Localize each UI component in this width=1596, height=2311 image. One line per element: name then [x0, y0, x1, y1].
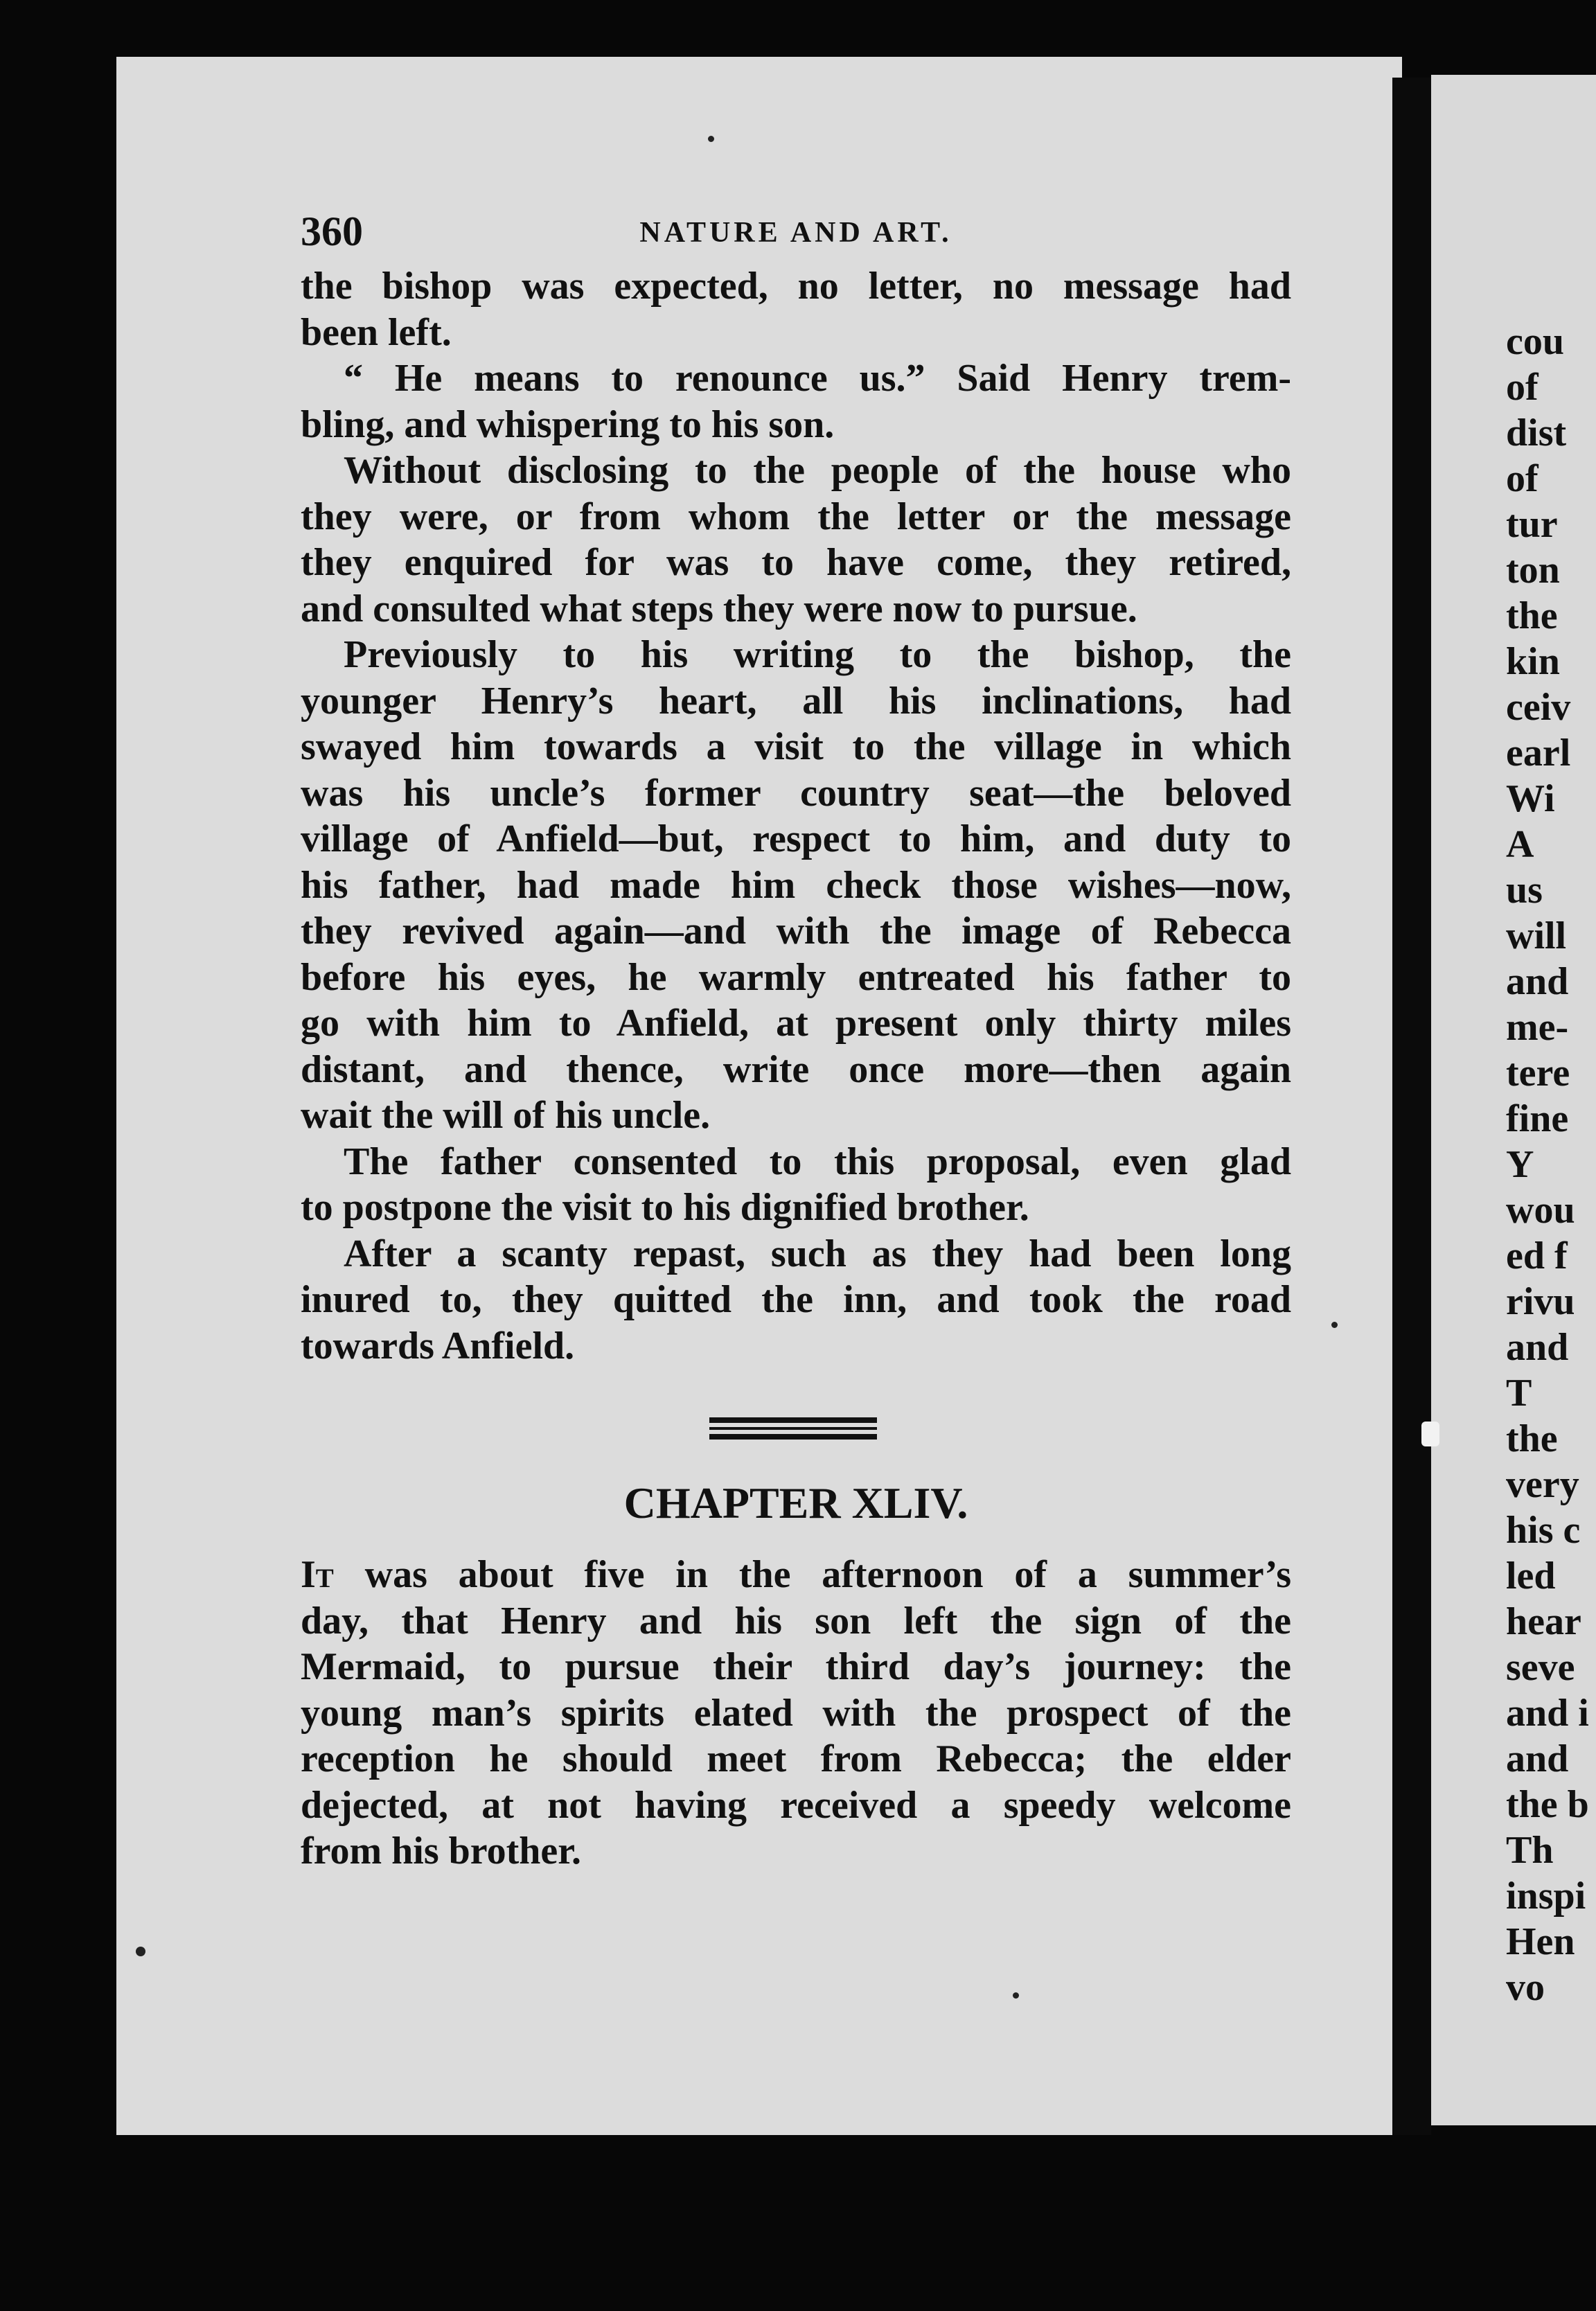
facing-line: Th	[1506, 1829, 1554, 1872]
text-line: to postpone the visit to his dignified brother.	[301, 1186, 1029, 1229]
text-line: before his eyes, he warmly entreated his father to	[301, 955, 1291, 999]
text-line: reception he should meet from Rebecca; the elder	[301, 1737, 1291, 1780]
facing-line: rivu	[1506, 1280, 1575, 1323]
text-line: was his uncle’s former country seat—the beloved	[301, 771, 1291, 815]
text-line: After a scanty repast, such as they had been long	[344, 1232, 1291, 1275]
text-line: dejected, at not having received a speedy welcome	[301, 1783, 1291, 1827]
text-line: wait the will of his uncle.	[301, 1094, 711, 1137]
text-line: they revived again—and with the image of Rebecca	[301, 910, 1291, 953]
text-line: been left.	[301, 310, 452, 354]
facing-line: cou	[1506, 320, 1564, 363]
text-line: they enquired for was to have come, they retired,	[301, 541, 1291, 584]
text-line: the bishop was expected, no letter, no message had	[301, 265, 1291, 308]
text-line: towards Anfield.	[301, 1324, 575, 1367]
facing-line: A	[1506, 823, 1534, 866]
chapter-ornament-rule	[301, 1399, 1291, 1469]
ink-speck	[1331, 1322, 1338, 1328]
facing-line: and	[1506, 1737, 1569, 1780]
facing-line: and	[1506, 960, 1569, 1003]
facing-line: hear	[1506, 1600, 1581, 1643]
chapter-heading: CHAPTER XLIV.	[623, 1478, 968, 1528]
facing-line: ed f	[1506, 1234, 1568, 1277]
text-line: from his brother.	[301, 1830, 581, 1872]
facing-line: tere	[1506, 1052, 1570, 1095]
text-line: younger Henry’s heart, all his inclinations, had	[301, 679, 1291, 723]
page-number: 360	[301, 209, 363, 254]
facing-line: me-	[1506, 1006, 1569, 1049]
facing-line: fine	[1506, 1097, 1569, 1140]
ink-speck	[708, 136, 714, 142]
facing-line: T	[1506, 1372, 1532, 1415]
text-line: distant, and thence, write once more—then again	[301, 1047, 1291, 1091]
text-line: Previously to his writing to the bishop, the	[344, 633, 1291, 676]
facing-line: vo	[1506, 1966, 1545, 2009]
text-line: bling, and whispering to his son.	[301, 402, 835, 446]
facing-line: kin	[1506, 640, 1560, 683]
text-line: swayed him towards a visit to the village in which	[301, 725, 1291, 768]
text-line: Mermaid, to pursue their third day’s journey: the	[301, 1645, 1291, 1688]
chapter-opening-word: It	[301, 1553, 334, 1596]
text-line: they were, or from whom the letter or the message	[301, 495, 1291, 538]
facing-line: Wi	[1506, 777, 1555, 820]
text-line: village of Anfield—but, respect to him, and duty to	[301, 817, 1291, 860]
page-text	[301, 208, 1291, 1875]
facing-line: inspi	[1506, 1875, 1586, 1918]
text-line: Without disclosing to the people of the house who	[344, 449, 1291, 492]
ink-speck	[136, 1947, 145, 1956]
text-line: young man’s spirits elated with the prospect of the	[301, 1691, 1291, 1735]
facing-page-text	[1506, 319, 1596, 2010]
facing-line: the	[1506, 594, 1558, 637]
text-line: “ He means to renounce us.” Said Henry trem-	[344, 357, 1291, 400]
facing-line: the	[1506, 1417, 1558, 1460]
facing-line: us	[1506, 869, 1543, 912]
book-gutter	[1392, 78, 1431, 2135]
facing-line: and i	[1506, 1692, 1589, 1735]
text-line: inured to, they quitted the inn, and took the road	[301, 1278, 1291, 1321]
text-line: The father consented to this proposal, even glad	[344, 1140, 1291, 1183]
facing-line: dist	[1506, 411, 1567, 454]
facing-line: ton	[1506, 549, 1560, 592]
text-line: his father, had made him check those wishes—now,	[301, 863, 1291, 907]
text-line: and consulted what steps they were now to pursue.	[301, 587, 1137, 630]
ink-speck	[1013, 1992, 1019, 1999]
text-line: day, that Henry and his son left the sign of the	[301, 1599, 1291, 1643]
facing-line: Hen	[1506, 1920, 1575, 1963]
facing-line: of	[1506, 366, 1539, 409]
chapter-line-rest: was about five in the afternoon of a summer’s	[333, 1553, 1291, 1596]
text-line	[301, 1552, 1291, 1598]
facing-line: led	[1506, 1555, 1556, 1597]
facing-line: very	[1506, 1463, 1579, 1506]
facing-line: his c	[1506, 1509, 1581, 1552]
facing-line: ceiv	[1506, 686, 1571, 729]
facing-line: the b	[1506, 1783, 1589, 1826]
facing-line: seve	[1506, 1646, 1575, 1689]
text-line: go with him to Anfield, at present only thirty miles	[301, 1002, 1291, 1045]
facing-line: wou	[1506, 1189, 1575, 1232]
facing-line: of	[1506, 457, 1539, 500]
ink-speck	[1421, 1422, 1439, 1446]
facing-line: and	[1506, 1326, 1569, 1369]
facing-line: will	[1506, 914, 1567, 957]
facing-line: Y	[1506, 1143, 1534, 1186]
page-header	[301, 208, 1291, 263]
facing-line: earl	[1506, 732, 1571, 774]
running-head: NATURE AND ART.	[639, 217, 952, 249]
facing-line: tur	[1506, 503, 1558, 546]
